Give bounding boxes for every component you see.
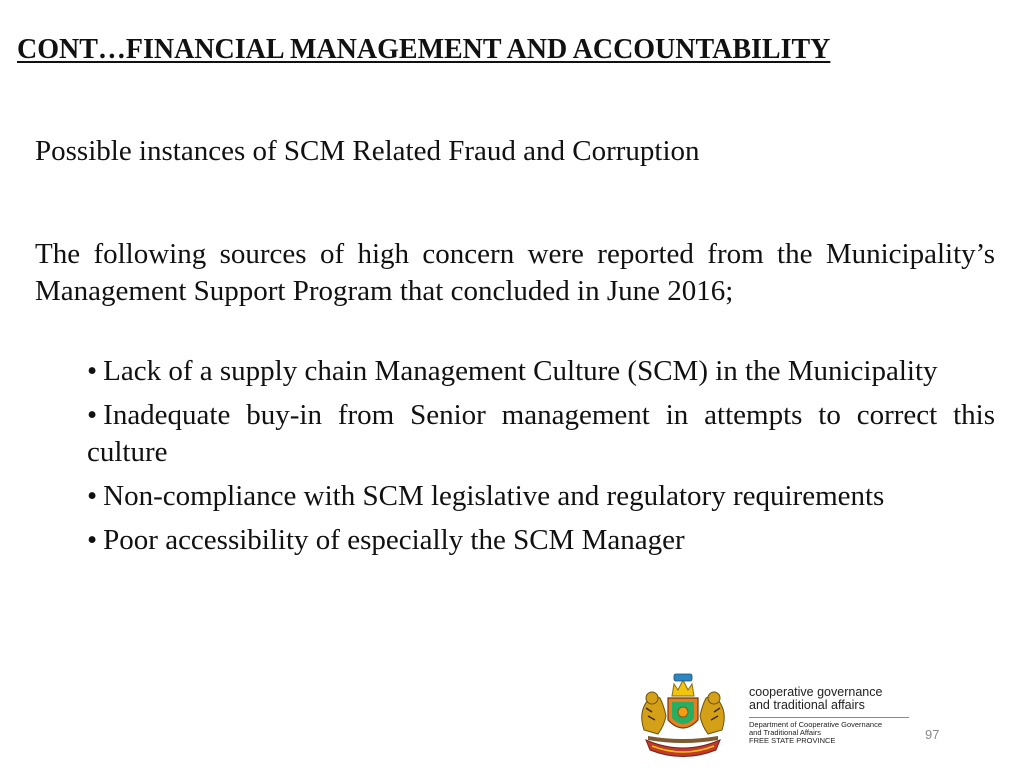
bullet-icon: • [87, 399, 98, 431]
coat-of-arms-icon [628, 668, 738, 758]
intro-paragraph: The following sources of high concern were reported from the Municipality’s Management Support Program that concluded in June 2016; [35, 238, 995, 307]
bullet-list [87, 353, 995, 566]
department-logo [628, 668, 928, 760]
bullet-icon: • [87, 355, 98, 387]
list-item [87, 522, 995, 559]
slide-subtitle: Possible instances of SCM Related Fraud and Corruption [35, 135, 700, 167]
bullet-icon: • [87, 524, 98, 556]
dept-sub1: Department of Cooperative Governance [749, 720, 882, 729]
list-item [87, 353, 995, 390]
slide-title: CONT…FINANCIAL MANAGEMENT AND ACCOUNTABILITY [17, 34, 831, 65]
list-item [87, 478, 995, 515]
dept-sub2: and Traditional Affairs [749, 728, 821, 737]
divider [749, 717, 909, 718]
bullet-text: Poor accessibility of especially the SCM Manager [103, 524, 685, 556]
bullet-icon: • [87, 480, 98, 512]
bullet-text: Non-compliance with SCM legislative and regulatory requirements [103, 480, 885, 512]
dept-line1: cooperative governance [749, 685, 883, 699]
bullet-text: Lack of a supply chain Management Culture (SCM) in the Municipality [103, 355, 938, 387]
department-name [749, 686, 909, 745]
dept-line2: and traditional affairs [749, 698, 865, 712]
bullet-text: Inadequate buy-in from Senior management in attempts to correct this culture [87, 399, 995, 468]
list-item [87, 397, 995, 471]
dept-sub3: FREE STATE PROVINCE [749, 736, 836, 745]
page-number: 97 [925, 727, 940, 742]
